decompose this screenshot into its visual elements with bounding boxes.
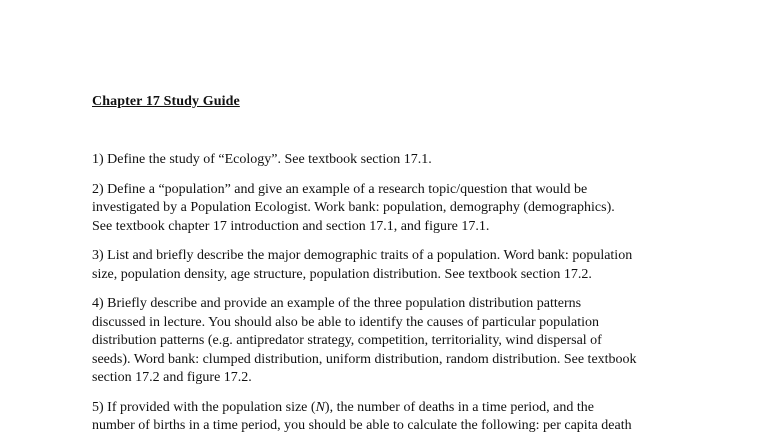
text-line: 2) Define a “population” and give an example of a research topic/question that would be [92, 181, 588, 197]
text-line: 1) Define the study of “Ecology”. See textbook section 17.1. [92, 152, 432, 167]
text-line: discussed in lecture. You should also be able to identify the causes of particular population [92, 314, 600, 330]
text-line: investigated by a Population Ecologist. Work bank: population, demography (demographics). [92, 200, 615, 215]
text-segment: ), the number of deaths in a time period, and the [324, 399, 594, 415]
text-line [92, 399, 702, 418]
document-title: Chapter 17 Study Guide [92, 94, 240, 109]
text-line: number of births in a time period, you should be able to calculate the following: per capita death [92, 418, 632, 433]
text-line: See textbook chapter 17 introduction and section 17.1, and figure 17.1. [92, 218, 490, 234]
text-line: section 17.2 and figure 17.2. [92, 370, 252, 385]
text-line: 3) List and briefly describe the major demographic traits of a population. Word bank: population [92, 248, 633, 263]
question-4 [92, 295, 702, 388]
question-2 [92, 181, 702, 237]
question-3 [92, 247, 702, 284]
variable-n: N [315, 399, 325, 415]
text-line: 4) Briefly describe and provide an example of the three population distribution patterns [92, 296, 582, 311]
text-line: size, population density, age structure, population distribution. See textbook section 17.2. [92, 266, 592, 282]
question-5 [92, 399, 702, 436]
text-line: distribution patterns (e.g. antipredator strategy, competition, territoriality, wind dispersal of [92, 333, 602, 348]
question-1 [92, 151, 702, 170]
text-line: seeds). Word bank: clumped distribution, uniform distribution, random distribution. See textbook [92, 351, 637, 367]
text-segment: 5) If provided with the population size ( [92, 399, 316, 415]
document-body [92, 151, 702, 441]
